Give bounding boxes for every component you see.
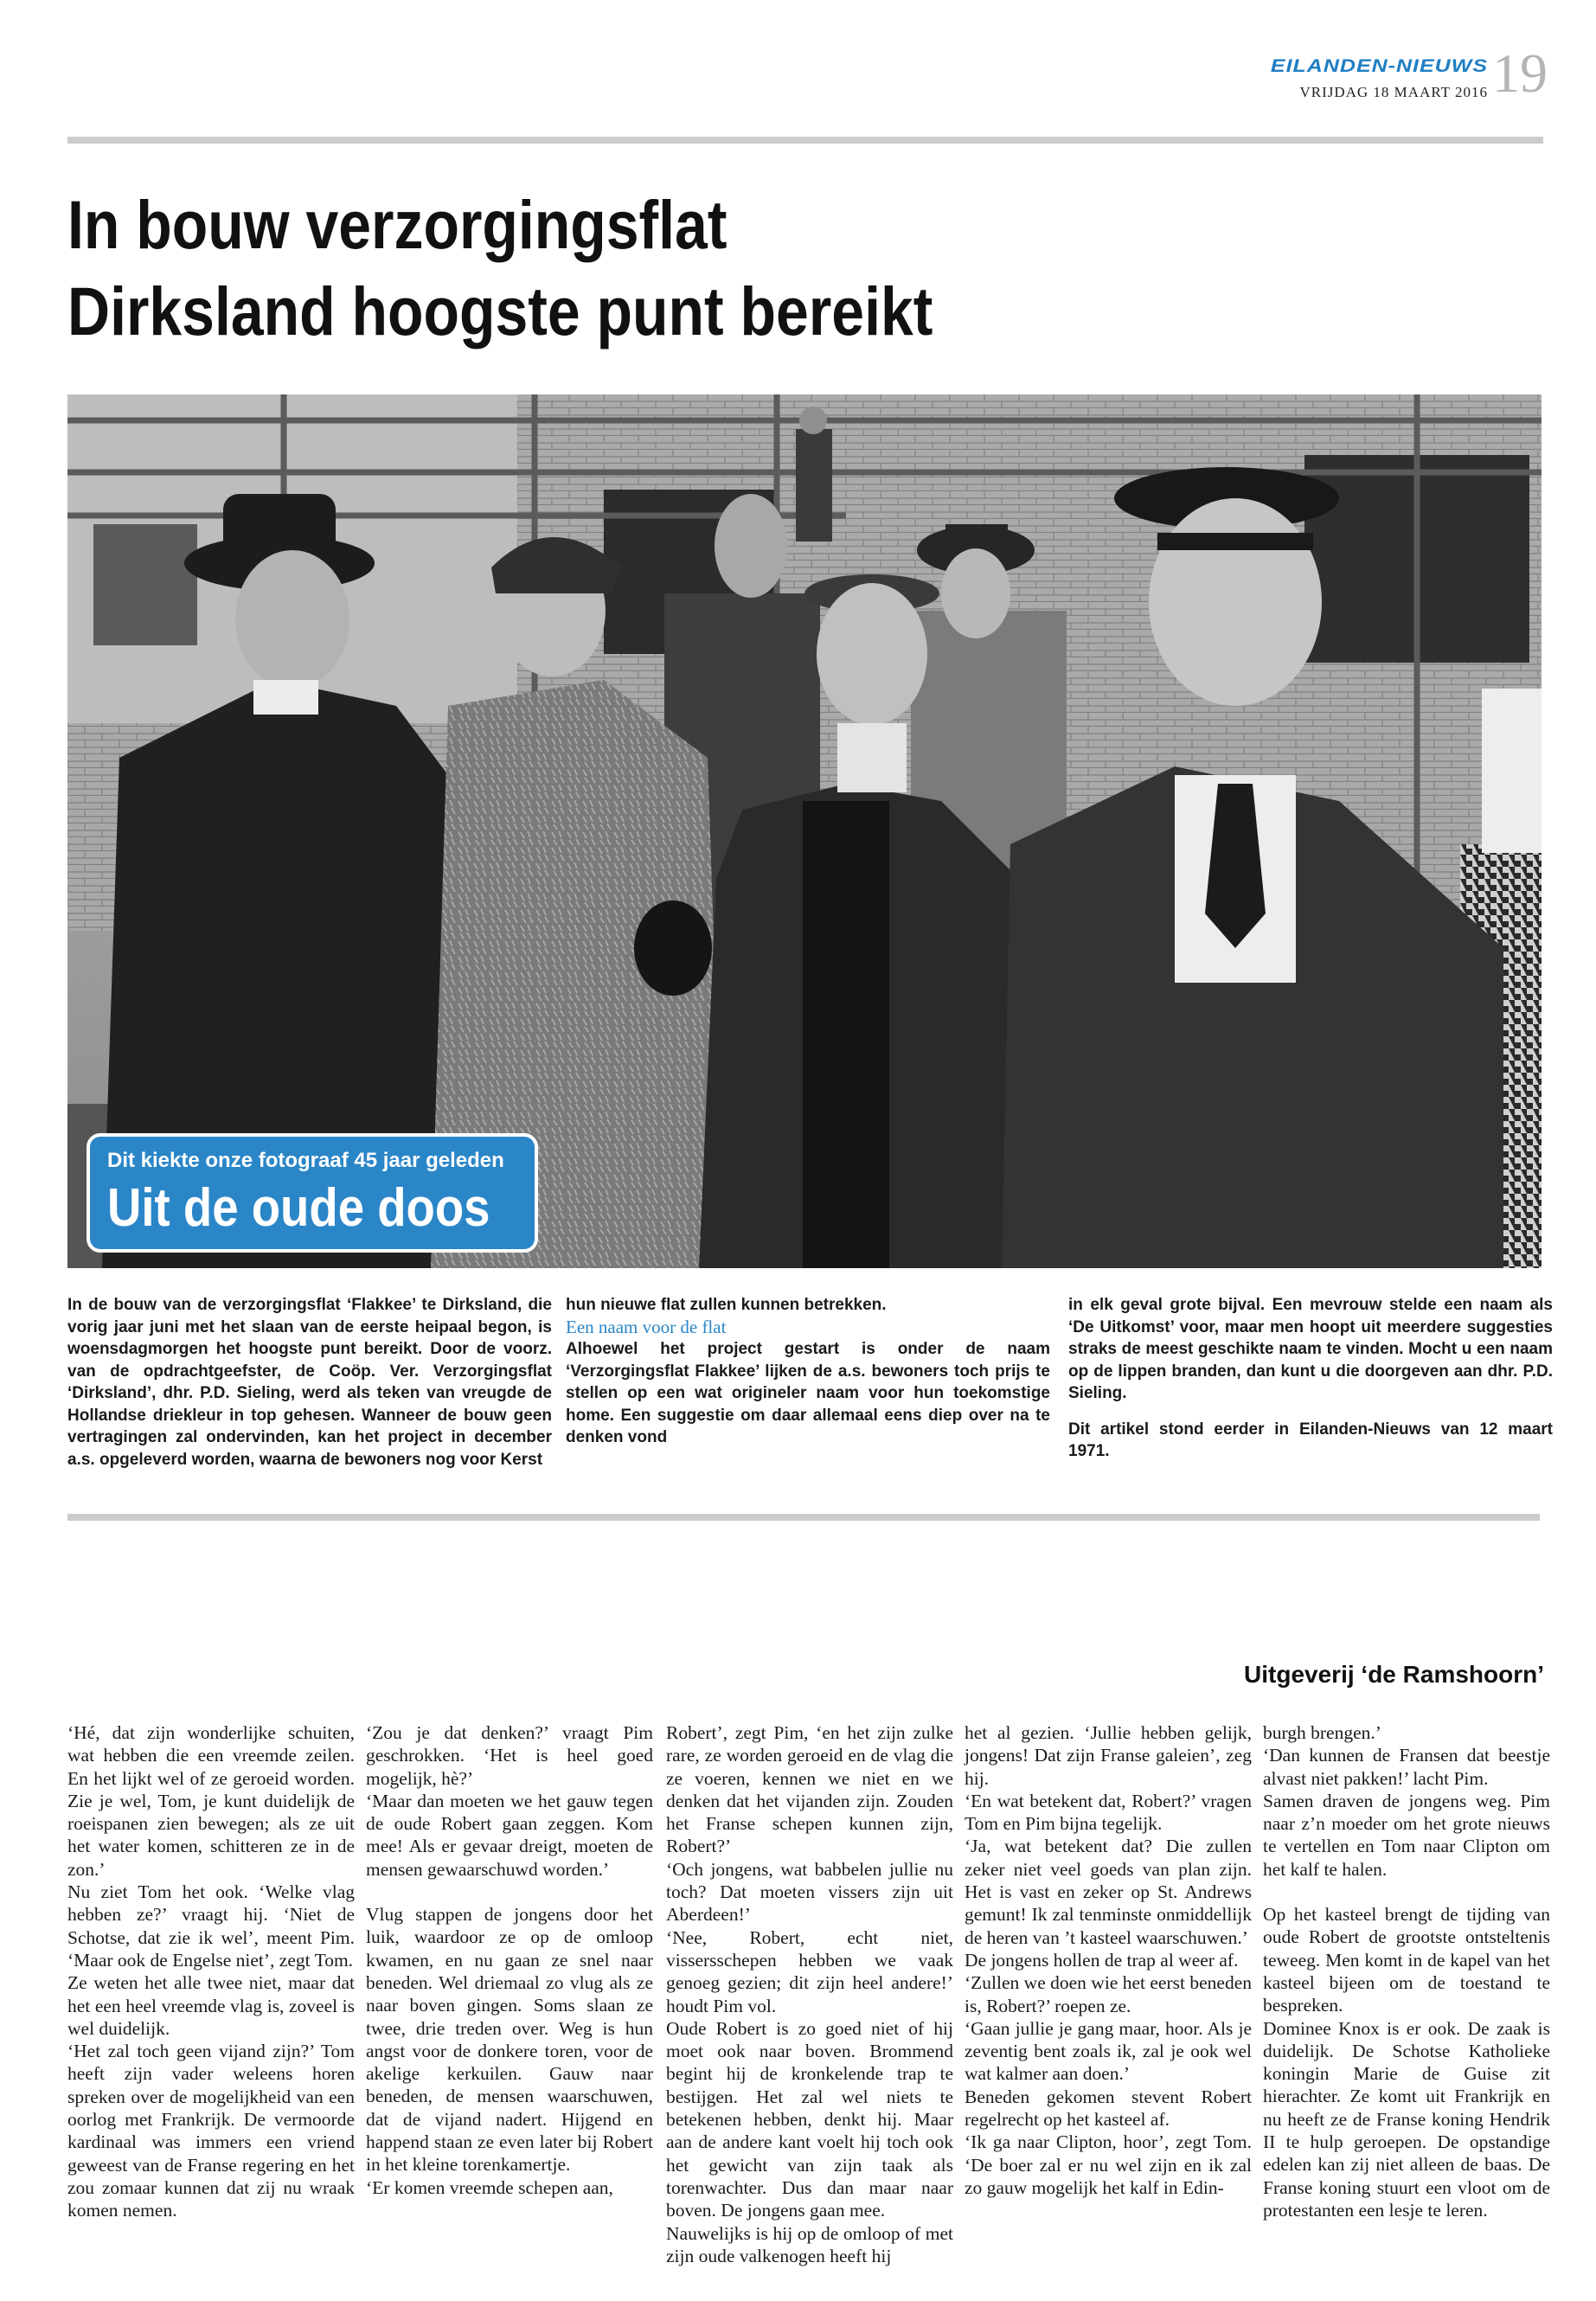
headline-line-1: In bouw verzorgingsflat xyxy=(67,186,727,263)
story-paragraph: Beneden gekomen stevent Robert regelrecht op het kasteel af. xyxy=(965,2086,1252,2131)
article-paragraph: in elk geval grote bijval. Een mevrouw stelde een naam als ‘De Uitkomst’ voor, maar men hoopt uit meerdere suggesties straks de meest geschikte naam te vinden. Mocht u een naam op de lippen branden, dan kunt u die doorgeven aan dhr. P.D. Sieling. xyxy=(1068,1296,1553,1402)
story-paragraph: ‘Het zal toch geen vijand zijn?’ Tom heeft zijn vader weleens horen spreken over de mogelijkheid van een oorlog met Frankrijk. De vermoorde kardinaal was immers een vriend geweest van de Franse regering en het zou zomaar kunnen dat zij nu wraak komen nemen. xyxy=(67,2041,355,2221)
article-source-note: Dit artikel stond eerder in Eilanden-Nieuws van 12 maart 1971. xyxy=(1068,1420,1553,1460)
top-divider xyxy=(67,137,1543,144)
page-headline xyxy=(67,182,1332,355)
story-paragraph: Robert’, zegt Pim, ‘en het zijn zulke rare, ze worden geroeid en de vlag die ze voeren, kennen we niet en we denken dat het vijanden zijn. Zouden het Franse schepen kunnen zijn, Robert?’ xyxy=(666,1722,953,1857)
story-paragraph: het al gezien. ‘Jullie hebben gelijk, jongens! Dat zijn Franse galeien’, zeg hij. xyxy=(965,1722,1252,1789)
publisher-credit: Uitgeverij ‘de Ramshoorn’ xyxy=(1244,1661,1544,1688)
article-subheading: Een naam voor de flat xyxy=(566,1316,727,1337)
story-paragraph: ‘Nee, Robert, echt niet, vissersschepen hebben we vaak genoeg gezien; dit zijn heel andere!’ houdt Pim vol. xyxy=(666,1926,953,2016)
story-paragraph: ‘En wat betekent dat, Robert?’ vragen Tom en Pim bijna tegelijk. xyxy=(965,1790,1252,1835)
story-paragraph: ‘Maar dan moeten we het gauw tegen de oude Robert gaan zeggen. Kom mee! Als er gevaar dreigt, moeten de mensen gewaarschuwd worden.’ xyxy=(366,1790,653,1880)
story-paragraph: Vlug stappen de jongens door het luik, waardoor ze op de omloop kwamen, en nu gaan ze snel naar beneden. Wel driemaal zo vlug als ze naar boven gingen. Soms slaan ze twee, drie treden over. Weg is hun angst voor de donkere toren, voor de akelige kerkuilen. Gauw naar beneden, de mensen waarschuwen, dat de vijand nadert. Hijgend en happend staan ze even later bij Robert in het kleine torenkamertje. xyxy=(366,1904,653,2176)
story-column-2 xyxy=(366,1721,653,2199)
story-paragraph: Ze weten het alle twee niet, maar dat het een heel vreemde vlag is, zoveel is wel duidelijk. xyxy=(67,1972,355,2039)
story-paragraph: Nauwelijks is hij op de omloop of met zijn oude valkenogen heeft hij xyxy=(666,2222,953,2266)
story-paragraph: Dominee Knox is er ook. De zaak is duidelijk. De Schotse Katholieke koningin Marie de Guise zit hierachter. Ze komt uit Frankrijk en nu heeft ze de Franse koning Hendrik II te hulp geroepen. De opstandige edelen kan zij niet alleen de baas. De Franse koning stuurt een vloot om de protestanten een lesje te leren. xyxy=(1263,2017,1550,2221)
story-paragraph: ‘Ik ga naar Clipton, hoor’, zegt Tom. ‘De boer zal er nu wel zijn en ik zal zo gauw mogelijk het kalf in Edin- xyxy=(965,2131,1252,2198)
article-column-3 xyxy=(1068,1294,1553,1463)
section-divider xyxy=(67,1514,1540,1521)
archive-badge xyxy=(87,1133,538,1253)
article-column-1 xyxy=(67,1294,552,1471)
story-paragraph: Oude Robert is zo goed niet of hij moet ook naar boven. Brommend begint hij de kronkelende trap te bestijgen. Het zal wel niets te betekenen hebben, denkt hij. Maar aan de andere kant voelt hij toch ook het gewicht van zijn taak als torenwachter. Dus dan maar naar boven. De jongens gaan mee. xyxy=(666,2017,953,2221)
story-paragraph: Samen draven de jongens weg. Pim naar z’n moeder om het grote nieuws te vertellen en Tom naar Clipton om het kalf te halen. xyxy=(1263,1790,1550,1880)
badge-title: Uit de oude doos xyxy=(107,1178,490,1238)
story-paragraph: ‘Dan kunnen de Fransen dat beestje alvast niet pakken!’ lacht Pim. xyxy=(1263,1745,1550,1789)
masthead xyxy=(1271,54,1488,101)
story-paragraph: burgh brengen.’ xyxy=(1263,1722,1381,1743)
story-paragraph: De jongens hollen de trap al weer af. xyxy=(965,1949,1239,1971)
headline-line-2: Dirksland hoogste punt bereikt xyxy=(67,272,933,349)
story-paragraph: ‘Zou je dat denken?’ vraagt Pim geschrokken. ‘Het is heel goed mogelijk, hè?’ xyxy=(366,1722,653,1789)
issue-date: VRIJDAG 18 MAART 2016 xyxy=(1299,84,1488,100)
article-paragraph: In de bouw van de verzorgingsflat ‘Flakkee’ te Dirksland, die vorig jaar juni met het slaan van de eerste heipaal begon, is woensdagmorgen het hoogste punt bereikt. Door de voorz. van de opdrachtgeefster, de Coöp. Ver. Verzorgingsflat ‘Dirksland’, dhr. P.D. Sieling, werd als teken van vreugde de Hollandse driekleur in top gehesen. Wanneer de bouw geen vertragingen zal ondervinden, kan het project in december a.s. opgeleverd worden, waarna de bewoners nog voor Kerst xyxy=(67,1296,552,1469)
story-paragraph: ‘Er komen vreemde schepen aan, xyxy=(366,2176,613,2198)
publication-logo: EILANDEN-NIEUWS xyxy=(1270,55,1488,76)
story-paragraph: ‘Gaan jullie je gang maar, hoor. Als je zeventig bent zoals ik, zal je ook wel wat kalmer aan doen.’ xyxy=(965,2017,1252,2085)
story-paragraph: ‘Ja, wat betekent dat? Die zullen zeker niet veel goeds van plan zijn. Het is vast en zeker op St. Andrews gemunt! Ik zal tenminste onmiddellijk de heren van ’t kasteel waarschuwen.’ xyxy=(965,1836,1252,1948)
story-paragraph: ‘Zullen we doen wie het eerst beneden is, Robert?’ roepen ze. xyxy=(965,1972,1252,2016)
article-paragraph: Alhoewel het project gestart is onder de naam ‘Verzorgingsflat Flakkee’ lijken de a.s. bewoners toch prijs te stellen op een wat origineler naam voor hun toekomstige home. Een suggestie om daar allemaal eens diep over na te denken vond xyxy=(566,1340,1050,1446)
story-column-3 xyxy=(666,1721,953,2267)
story-paragraph: ‘Och jongens, wat babbelen jullie nu toch? Dat moeten vissers zijn uit Aberdeen!’ xyxy=(666,1858,953,1926)
story-column-5 xyxy=(1263,1721,1550,2221)
story-paragraph: Nu ziet Tom het ook. ‘Welke vlag hebben ze?’ vraagt hij. ‘Niet de Schotse, dat zie ik wel’, meent Pim. ‘Maar ook de Engelse niet’, zegt Tom. xyxy=(67,1881,355,1971)
story-column-1 xyxy=(67,1721,355,2222)
article-paragraph: hun nieuwe flat zullen kunnen betrekken. xyxy=(566,1296,887,1314)
badge-subtitle: Dit kiekte onze fotograaf 45 jaar geleden xyxy=(107,1149,504,1172)
page-number: 19 xyxy=(1492,42,1548,104)
story-column-4 xyxy=(965,1721,1252,2199)
article-column-2 xyxy=(566,1294,1050,1449)
story-paragraph: Op het kasteel brengt de tijding van oude Robert de grootste ontsteltenis teweeg. Men komt in de kapel van het kasteel bijeen om de toestand te bespreken. xyxy=(1263,1904,1550,2016)
story-paragraph: ‘Hé, dat zijn wonderlijke schuiten, wat hebben die een vreemde zeilen. En het lijkt wel of ze geroeid worden. Zie je wel, Tom, je kunt duidelijk de roeispanen zien bewegen; als ze uit het water komen, schitteren ze in de zon.’ xyxy=(67,1722,355,1880)
